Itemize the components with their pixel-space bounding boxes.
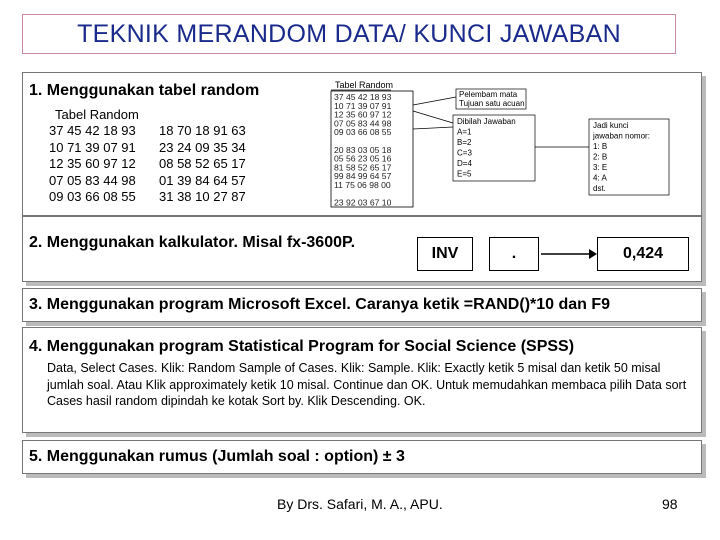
callout-answer-line: B=2: [457, 138, 472, 147]
random-table-row: 23 24 09 35 34: [159, 139, 246, 155]
random-table-row: 09 03 66 08 55: [49, 189, 136, 204]
figure-row: 09 03 66 08 55: [334, 127, 392, 138]
inv-key: INV: [417, 237, 473, 271]
random-table-row: 08 58 52 65 17: [159, 156, 246, 171]
random-table-left-column: [49, 123, 136, 206]
random-table-figure: [321, 77, 673, 213]
section3-heading: 3. Menggunakan program Microsoft Excel. Caranya ketik =RAND()*10 dan F9: [29, 296, 611, 313]
callout-top-line: Pelembam mata: [459, 90, 518, 99]
figure-row: 07 05 83 44 98: [334, 118, 392, 129]
callout-key-line: 4: A: [593, 173, 607, 183]
callout-answer-line: C=3: [457, 148, 472, 158]
table-title: Tabel Random: [55, 107, 139, 122]
section-calculator: [22, 216, 702, 282]
random-table-row: 07 05 83 44 98: [49, 172, 136, 188]
figure-row: 12 35 60 97 12: [334, 109, 392, 120]
callout-key-line: jawaban nomor:: [593, 131, 650, 141]
section-spss: [22, 327, 702, 433]
section5-heading: 5. Menggunakan rumus (Jumlah soal : option) ± 3: [29, 448, 405, 465]
callout-answer-line: E=5: [457, 169, 472, 179]
section-random-table: [22, 72, 702, 216]
figure-row: 99 84 99 64 57: [334, 171, 392, 182]
callout-key-line: 2: B: [593, 152, 608, 162]
figure-row: 20 83 03 05 18: [334, 144, 392, 155]
figure-row: 81 58 52 65 17: [334, 162, 392, 173]
section-formula: [22, 440, 702, 474]
dot-key: .: [489, 237, 539, 271]
callout-answer-line: A=1: [457, 127, 472, 137]
figure-row: 05 56 23 05 16: [334, 153, 392, 164]
figure-row: 23 92 03 67 10: [334, 197, 392, 208]
random-table-row: 12 35 60 97 12: [49, 156, 136, 171]
figure-table-label: Tabel Random: [335, 80, 394, 90]
random-table-row: 01 39 84 64 57: [159, 172, 246, 188]
section2-heading: 2. Menggunakan kalkulator. Misal fx-3600P.: [29, 234, 356, 251]
random-table-row: 31 38 10 27 87: [159, 189, 246, 204]
random-table-right-column: [159, 123, 246, 206]
arrow-icon: [541, 247, 597, 261]
callout-key-line: 3: E: [593, 163, 608, 172]
figure-row: 37 45 42 18 93: [334, 92, 392, 102]
section4-body: Data, Select Cases. Klik: Random Sample of Cases. Klik: Sample. Klik: Exactly ketik 5 misal dan ketik 50 misal jumlah soal. Atau Klik approximately ketik 10 misal. Continue dan OK. Untuk memudahkan membaca pilih Data sort Cases hasil random dipindah ke kotak Sort by. Klik Descending. OK.: [47, 361, 687, 408]
result-box: 0,424: [597, 237, 689, 271]
figure-row: 10 71 39 07 91: [334, 100, 392, 111]
random-table-row: 37 45 42 18 93: [49, 123, 136, 138]
random-table-row: 10 71 39 07 91: [49, 139, 136, 155]
figure-row: 11 75 06 98 00: [334, 180, 391, 190]
section-excel: [22, 288, 702, 322]
callout-key-line: Jadi kunci: [593, 121, 629, 130]
section1-heading: 1. Menggunakan tabel random: [29, 82, 260, 99]
callout-answer-line: D=4: [457, 159, 472, 168]
random-table-row: 18 70 18 91 63: [159, 123, 246, 138]
callout-top: [459, 90, 525, 108]
section4-heading: 4. Menggunakan program Statistical Program for Social Science (SPSS): [29, 338, 575, 355]
page-number: 98: [662, 496, 678, 512]
page-title: TEKNIK MERANDOM DATA/ KUNCI JAWABAN: [22, 14, 676, 54]
callout-top-line: Tujuan satu acuan: [459, 99, 525, 108]
callout-key-line: dst.: [593, 184, 606, 193]
callout-answer-line: Dibilah Jawaban: [457, 117, 516, 126]
footer-author: By Drs. Safari, M. A., APU.: [277, 496, 443, 512]
callout-key-line: 1: B: [593, 142, 608, 151]
